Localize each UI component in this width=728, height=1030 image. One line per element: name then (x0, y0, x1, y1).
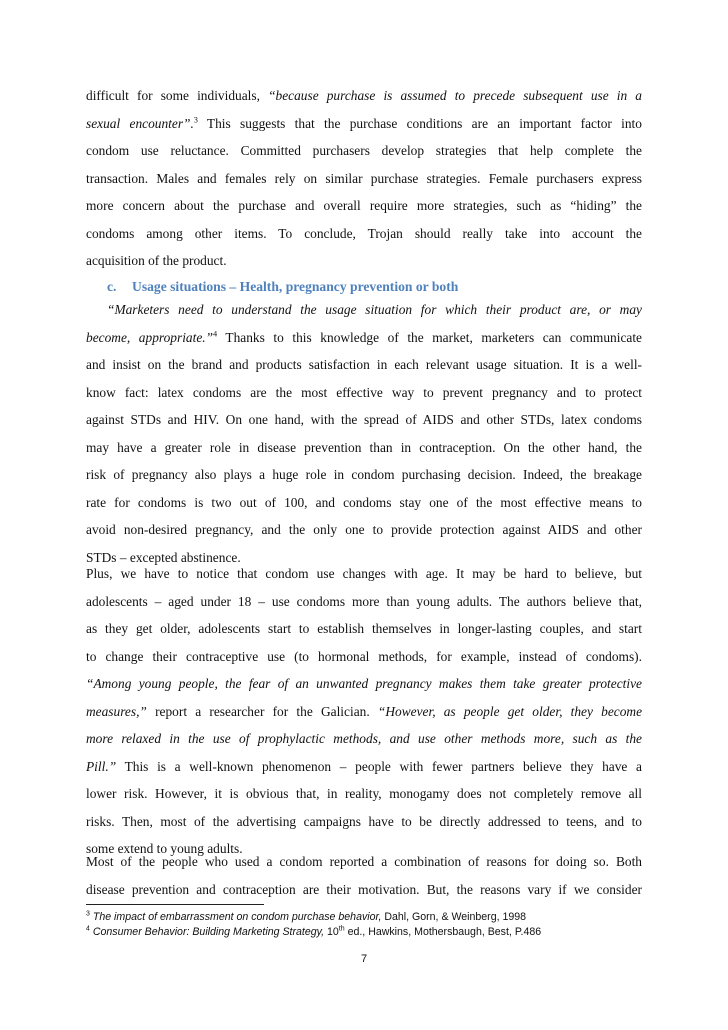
text-line: “Marketers need to understand the usage situation for which their product are, or may (107, 302, 642, 317)
text-line: more concern about the purchase and overall require more strategies, such as “hiding” the (86, 198, 642, 213)
footnote-divider (86, 904, 264, 905)
paragraph-motivations (86, 848, 642, 903)
heading-text: Usage situations – Health, pregnancy prevention or both (132, 279, 459, 294)
text-line: Pill.” This is a well-known phenomenon – people with fewer partners believe they have a (86, 758, 642, 774)
text-line: may have a greater role in disease prevention than in contraception. On the other hand, the (86, 439, 642, 455)
paragraph-purchase-conditions (86, 82, 642, 275)
text-line: risk of pregnancy also plays a huge role in condom purchasing decision. Indeed, the breakage (86, 467, 642, 482)
text-line: rate for condoms is two out of 100, and condoms stay one of the most effective means to (86, 494, 642, 510)
paragraph-age-usage (86, 560, 642, 863)
heading-number: c. (107, 279, 117, 294)
text-line: transaction. Males and females rely on similar purchase strategies. Female purchasers express (86, 170, 642, 186)
text-line: risks. Then, most of the advertising campaigns have to be directly addressed to teens, and to (86, 813, 642, 829)
text-line: know fact: latex condoms are the most effective way to prevent pregnancy and to protect (86, 384, 642, 400)
text-line: STDs – excepted abstinence. (86, 549, 241, 565)
footnote-4: $^4$ Consumer Behavior: Building Marketing Strategy, 10th ed., Hawkins, Mothersbaugh, Best, P.486 (86, 925, 542, 938)
section-heading (107, 276, 458, 298)
text-line: adolescents – aged under 18 – use condoms more than young adults. The authors believe that, (86, 593, 642, 609)
text-line: disease prevention and contraception are their motivation. But, the reasons vary if we consider (86, 881, 642, 897)
paragraph-usage-situation (86, 296, 642, 571)
text-line: some extend to young adults. (86, 841, 243, 856)
text-line: become, appropriate.”$^4$ Thanks to this knowledge of the market, marketers can communicate (86, 329, 642, 345)
text-line: as they get older, adolescents start to establish themselves in longer-lasting couples, and start (86, 621, 642, 636)
text-line: more relaxed in the use of prophylactic methods, and use other methods more, such as the (86, 731, 642, 746)
text-line: Plus, we have to notice that condom use changes with age. It may be hard to believe, but (86, 566, 642, 581)
text-line: measures,” report a researcher for the Galician. “However, as people get older, they become (86, 703, 643, 719)
text-line: condoms among other items. To conclude, Trojan should really take into account the (86, 225, 642, 241)
text-line: sexual encounter”.$^3$ This suggests that the purchase conditions are an important factor into (86, 115, 642, 131)
text-line: acquisition of the product. (86, 253, 227, 268)
footnote-3: $^3$ The impact of embarrassment on condom purchase behavior, Dahl, Gorn, & Weinberg, 1998 (86, 910, 527, 923)
footnote-ref-4[interactable]: 4 (213, 329, 218, 339)
footnote-ref-3[interactable]: 3 (193, 115, 198, 125)
text-line: “Among young people, the fear of an unwanted pregnancy makes them take greater protective (86, 676, 642, 691)
text-line: Most of the people who used a condom reported a combination of reasons for doing so. Both (86, 854, 642, 869)
text-line: against STDs and HIV. On one hand, with the spread of AIDS and other STDs, latex condoms (86, 412, 642, 427)
text-line: lower risk. However, it is obvious that, in reality, monogamy does not completely remove all (86, 786, 642, 801)
text-line: and insist on the brand and products satisfaction in each relevant usage situation. It is a well- (86, 357, 642, 372)
page-number: 7 (360, 953, 368, 965)
text-line: difficult for some individuals, “because purchase is assumed to precede subsequent use in a (86, 88, 642, 103)
text-line: to change their contraceptive use (to hormonal methods, for example, instead of condoms). (86, 648, 642, 664)
text-line: condom use reluctance. Committed purchasers develop strategies that help complete the (86, 143, 642, 158)
text-line: avoid non-desired pregnancy, and the only one to provide protection against AIDS and other (86, 522, 642, 537)
